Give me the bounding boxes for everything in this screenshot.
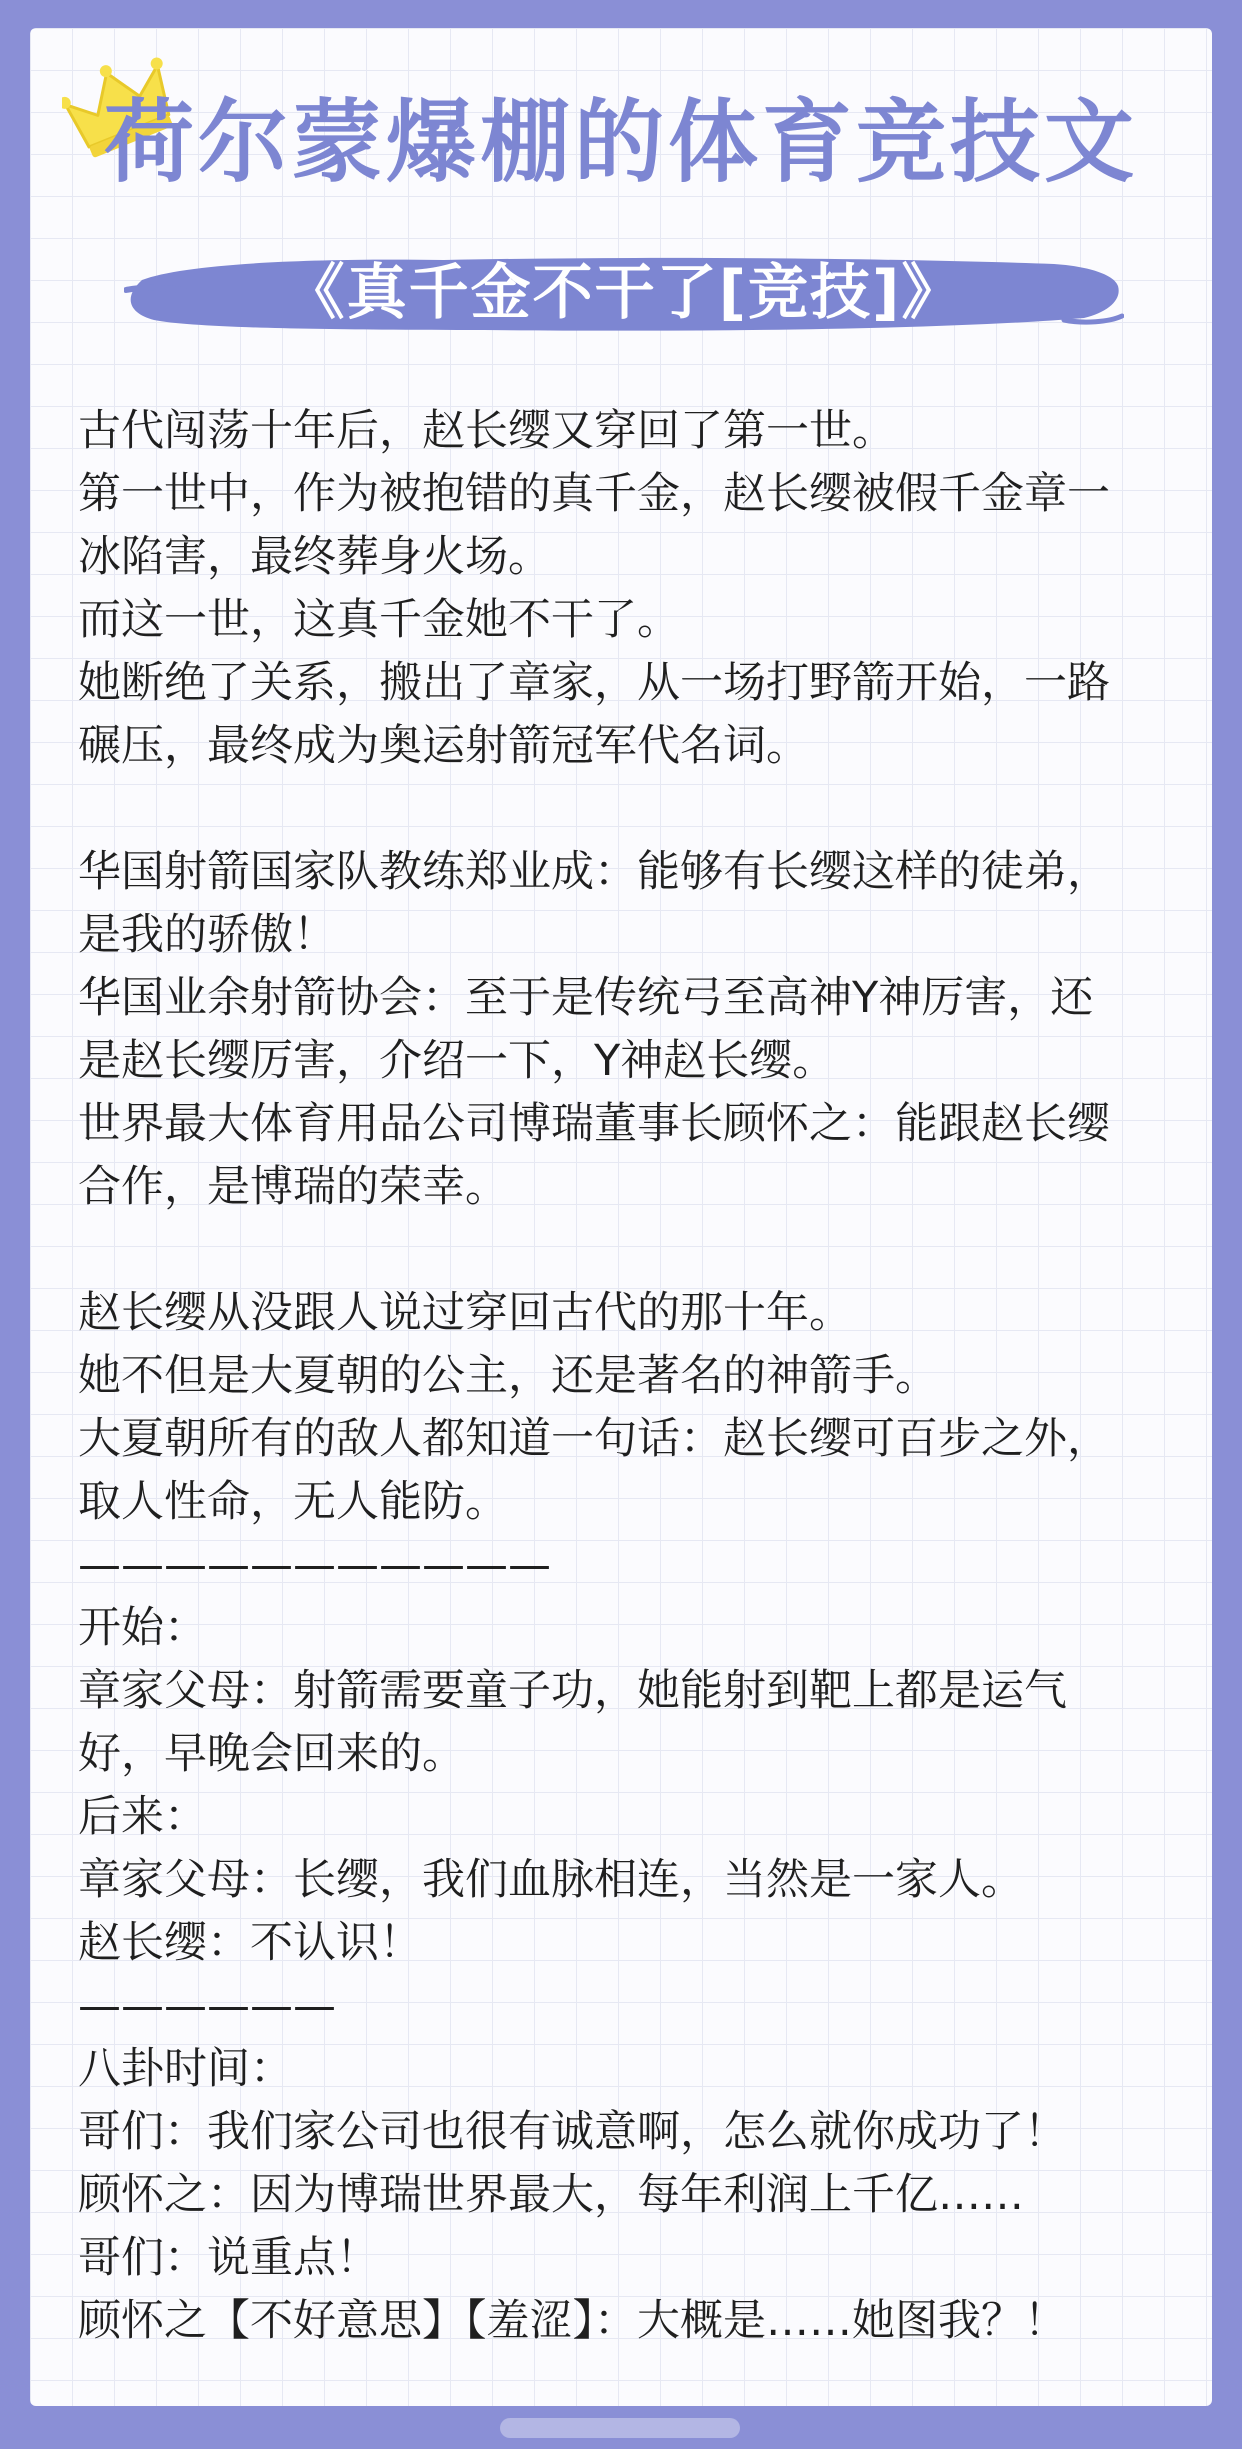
text-line: 是赵长缨厉害，介绍一下，Y神赵长缨。: [78, 1036, 836, 1086]
paragraph: [78, 1282, 1188, 2353]
page-title: 荷尔蒙爆棚的体育竞技文: [104, 90, 1138, 195]
text-line: 开始：: [78, 1603, 207, 1653]
text-line: 她不但是大夏朝的公主，还是著名的神箭手。: [78, 1351, 938, 1401]
synopsis-text: [78, 400, 1188, 2353]
text-line: 赵长缨从没跟人说过穿回古代的那十年。: [78, 1288, 852, 1338]
text-line: 是我的骄傲！: [78, 910, 336, 960]
book-title-banner: [124, 250, 1124, 336]
text-line: 顾怀之：因为博瑞世界最大，每年利润上千亿……: [78, 2170, 1024, 2220]
text-line: 大夏朝所有的敌人都知道一句话：赵长缨可百步之外，: [78, 1414, 1110, 1464]
divider-line: ———————————: [78, 1540, 551, 1590]
paragraph-gap: [78, 1219, 1188, 1282]
text-line: 世界最大体育用品公司博瑞董事长顾怀之：能跟赵长缨: [78, 1099, 1110, 1149]
text-line: 她断绝了关系，搬出了章家，从一场打野箭开始，一路: [78, 658, 1110, 708]
text-line: 碾压，最终成为奥运射箭冠军代名词。: [78, 721, 809, 771]
text-line: 章家父母：射箭需要童子功，她能射到靶上都是运气: [78, 1666, 1067, 1716]
content-card: [30, 28, 1212, 2406]
text-line: 华国射箭国家队教练郑业成：能够有长缨这样的徒弟，: [78, 847, 1110, 897]
text-line: 华国业余射箭协会：至于是传统弓至高神Y神厉害，还: [78, 973, 1094, 1023]
text-line: 顾怀之【不好意思】【羞涩】：大概是……她图我？！: [78, 2296, 1067, 2346]
divider-line: ——————: [78, 1981, 336, 2031]
text-line: 哥们：我们家公司也很有诚意啊，怎么就你成功了！: [78, 2107, 1067, 2157]
paragraph-gap: [78, 778, 1188, 841]
text-line: 取人性命，无人能防。: [78, 1477, 508, 1527]
paragraph: [78, 400, 1188, 778]
text-line: 而这一世，这真千金她不干了。: [78, 595, 680, 645]
book-title: 《真千金不干了[竞技]》: [284, 258, 964, 328]
text-line: 后来：: [78, 1792, 207, 1842]
text-line: 好，早晚会回来的。: [78, 1729, 465, 1779]
watermark-bar: [500, 2418, 740, 2438]
text-line: 合作，是博瑞的荣幸。: [78, 1162, 508, 1212]
text-line: 赵长缨：不认识！: [78, 1918, 422, 1968]
text-line: 冰陷害，最终葬身火场。: [78, 532, 551, 582]
text-line: 古代闯荡十年后，赵长缨又穿回了第一世。: [78, 406, 895, 456]
text-line: 章家父母：长缨，我们血脉相连，当然是一家人。: [78, 1855, 1024, 1905]
text-line: 八卦时间：: [78, 2044, 293, 2094]
text-line: 哥们：说重点！: [78, 2233, 379, 2283]
paragraph: [78, 841, 1188, 1219]
text-line: 第一世中，作为被抱错的真千金，赵长缨被假千金章一: [78, 469, 1110, 519]
